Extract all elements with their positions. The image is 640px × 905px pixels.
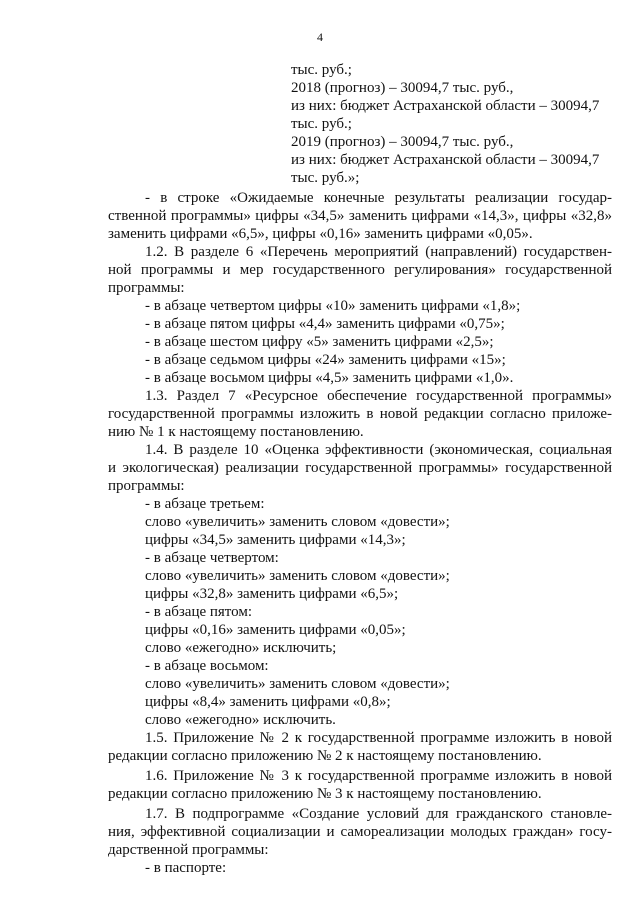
- list-item: - в абзаце пятом цифры «4,4» заменить цифрами «0,75»;: [145, 316, 505, 332]
- text-line: 1.5. Приложение № 2 к государственной программе изложить в новой: [145, 730, 612, 746]
- list-item: - в абзаце четвертом:: [145, 550, 279, 566]
- text-line: государственной программы изложить в новой редакции согласно приложе-: [108, 406, 612, 422]
- list-item: - в абзаце восьмом:: [145, 658, 269, 674]
- list-item: цифры «0,16» заменить цифрами «0,05»;: [145, 622, 406, 638]
- list-item: цифры «34,5» заменить цифрами «14,3»;: [145, 532, 406, 548]
- text-line: программы:: [108, 280, 185, 296]
- text-line: редакции согласно приложению № 2 к настоящему постановлению.: [108, 748, 542, 764]
- list-item: - в абзаце седьмом цифры «24» заменить цифрами «15»;: [145, 352, 506, 368]
- text-line: заменить цифрами «6,5», цифры «0,16» заменить цифрами «0,05».: [108, 226, 533, 242]
- text-line: тыс. руб.;: [291, 116, 352, 132]
- text-line: дарственной программы:: [108, 842, 269, 858]
- text-line: 1.2. В разделе 6 «Перечень мероприятий (направлений) государствен-: [145, 244, 612, 260]
- list-item: слово «увеличить» заменить словом «довести»;: [145, 676, 450, 692]
- text-line: тыс. руб.»;: [291, 170, 360, 186]
- list-item: - в абзаце восьмом цифры «4,5» заменить цифрами «1,0».: [145, 370, 514, 386]
- text-line: из них: бюджет Астраханской области – 30094,7: [291, 152, 600, 168]
- text-line: 1.7. В подпрограмме «Создание условий для гражданского становле-: [145, 806, 612, 822]
- list-item: - в абзаце пятом:: [145, 604, 253, 620]
- text-line: нию № 1 к настоящему постановлению.: [108, 424, 364, 440]
- list-item: - в абзаце третьем:: [145, 496, 265, 512]
- list-item: - в паспорте:: [145, 860, 227, 876]
- list-item: слово «ежегодно» исключить.: [145, 712, 336, 728]
- text-line: - в строке «Ожидаемые конечные результаты реализации государ-: [145, 190, 612, 206]
- list-item: - в абзаце четвертом цифры «10» заменить цифрами «1,8»;: [145, 298, 521, 314]
- text-line: из них: бюджет Астраханской области – 30094,7: [291, 98, 600, 114]
- list-item: слово «увеличить» заменить словом «довести»;: [145, 568, 450, 584]
- text-line: 2019 (прогноз) – 30094,7 тыс. руб.,: [291, 134, 514, 150]
- text-line: редакции согласно приложению № 3 к настоящему постановлению.: [108, 786, 542, 802]
- page-number: 4: [317, 30, 323, 44]
- list-item: цифры «32,8» заменить цифрами «6,5»;: [145, 586, 399, 602]
- list-item: слово «увеличить» заменить словом «довести»;: [145, 514, 450, 530]
- text-line: тыс. руб.;: [291, 62, 352, 78]
- list-item: цифры «8,4» заменить цифрами «0,8»;: [145, 694, 391, 710]
- text-line: и экологическая) реализации государственной программы» государственной: [108, 460, 612, 476]
- list-item: слово «ежегодно» исключить;: [145, 640, 337, 656]
- text-line: 1.4. В разделе 10 «Оценка эффективности (экономическая, социальная: [145, 442, 612, 458]
- text-line: 2018 (прогноз) – 30094,7 тыс. руб.,: [291, 80, 514, 96]
- text-line: программы:: [108, 478, 185, 494]
- text-line: ной программы и мер государственного регулирования» государственной: [108, 262, 612, 278]
- text-line: 1.6. Приложение № 3 к государственной программе изложить в новой: [145, 768, 612, 784]
- text-line: 1.3. Раздел 7 «Ресурсное обеспечение государственной программы»: [145, 388, 612, 404]
- text-line: ния, эффективной социализации и самореализации молодых граждан» госу-: [108, 824, 612, 840]
- list-item: - в абзаце шестом цифру «5» заменить цифрами «2,5»;: [145, 334, 494, 350]
- text-line: ственной программы» цифры «34,5» заменить цифрами «14,3», цифры «32,8»: [108, 208, 612, 224]
